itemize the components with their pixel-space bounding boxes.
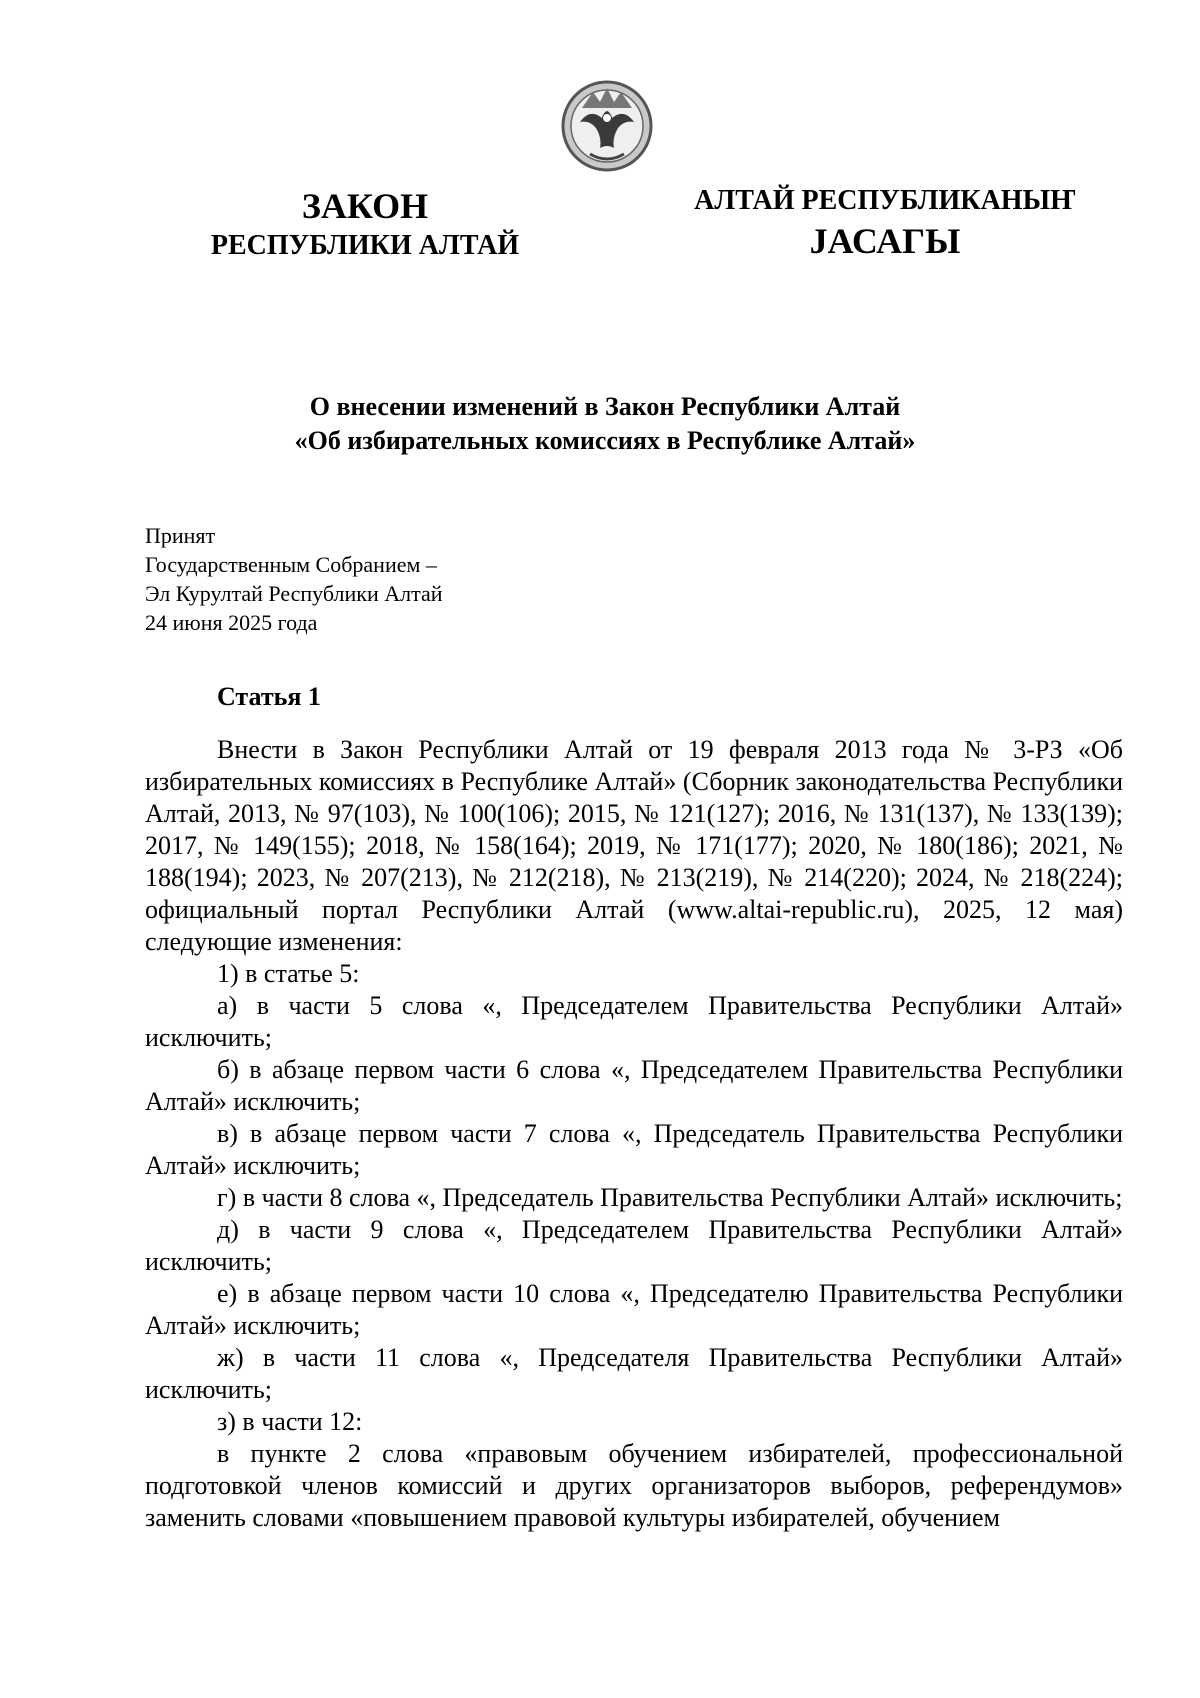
article-paragraph: г) в части 8 слова «, Председатель Правительства Республики Алтай» исключить; <box>217 1183 1123 1212</box>
article-paragraph: в) в абзаце первом части 7 слова «, Председатель Правительства Республики Алтай» исключить; <box>145 1119 1123 1180</box>
article-heading: Статья 1 <box>217 682 321 711</box>
article-paragraph: а) в части 5 слова «, Председателем Правительства Республики Алтай» исключить; <box>145 991 1123 1052</box>
law-word: ЗАКОН <box>301 186 429 226</box>
title-line-2: «Об избирательных комиссиях в Республике Алтай» <box>294 426 916 455</box>
article-paragraph: е) в абзаце первом части 10 слова «, Председателю Правительства Республики Алтай» исключить; <box>145 1279 1123 1340</box>
adopted-by: Государственным Собранием – <box>145 552 437 577</box>
adoption-block <box>145 521 443 637</box>
header-right <box>690 181 1080 261</box>
coat-of-arms-icon <box>560 74 654 182</box>
article-paragraph: з) в части 12: <box>217 1407 363 1436</box>
title-line-1: О внесении изменений в Закон Республики Алтай <box>309 392 901 421</box>
article-paragraph: Внести в Закон Республики Алтай от 19 февраля 2013 года № 3-РЗ «Об избирательных комиссиях в Республике Алтай» (Сборник законодательства Республики Алтай, 2013, № 97(103), № 100(106); 2015, № 121(127); 2016, № 131(137), № 133(139); 2017, № 149(155); 2018, № 158(164); 2019, № 171(177); 2020, № 180(186); 2021, № 188(194); 2023, № 207(213), № 212(218), № 213(219), № 214(220); 2024, № 218(224); официальный портал Республики Алтай (www.altai-republic.ru), 2025, 12 мая) следующие изменения: <box>145 735 1123 956</box>
adopted-label: Принят <box>145 523 216 548</box>
article-1 <box>145 680 1123 1534</box>
republic-name: РЕСПУБЛИКИ АЛТАЙ <box>210 230 520 261</box>
document-title <box>145 390 1065 458</box>
adopted-body: Эл Курултай Республики Алтай <box>145 581 443 606</box>
article-paragraph: ж) в части 11 слова «, Председателя Правительства Республики Алтай» исключить; <box>145 1343 1123 1404</box>
article-paragraph: б) в абзаце первом части 6 слова «, Председателем Правительства Республики Алтай» исключить; <box>145 1055 1123 1116</box>
article-paragraph: 1) в статье 5: <box>217 959 360 988</box>
law-word-altai: JАСАГЫ <box>809 221 961 261</box>
republic-name-altai: АЛТАЙ РЕСПУБЛИКАНЫҤ <box>694 185 1076 216</box>
article-paragraph: д) в части 9 слова «, Председателем Правительства Республики Алтай» исключить; <box>145 1215 1123 1276</box>
adopted-date: 24 июня 2025 года <box>145 610 318 635</box>
header-left <box>180 186 550 266</box>
article-paragraph: в пункте 2 слова «правовым обучением избирателей, профессиональной подготовкой членов комиссий и других организаторов выборов, референдумов» заменить словами «повышением правовой культуры избирателей, обучением <box>145 1439 1123 1532</box>
